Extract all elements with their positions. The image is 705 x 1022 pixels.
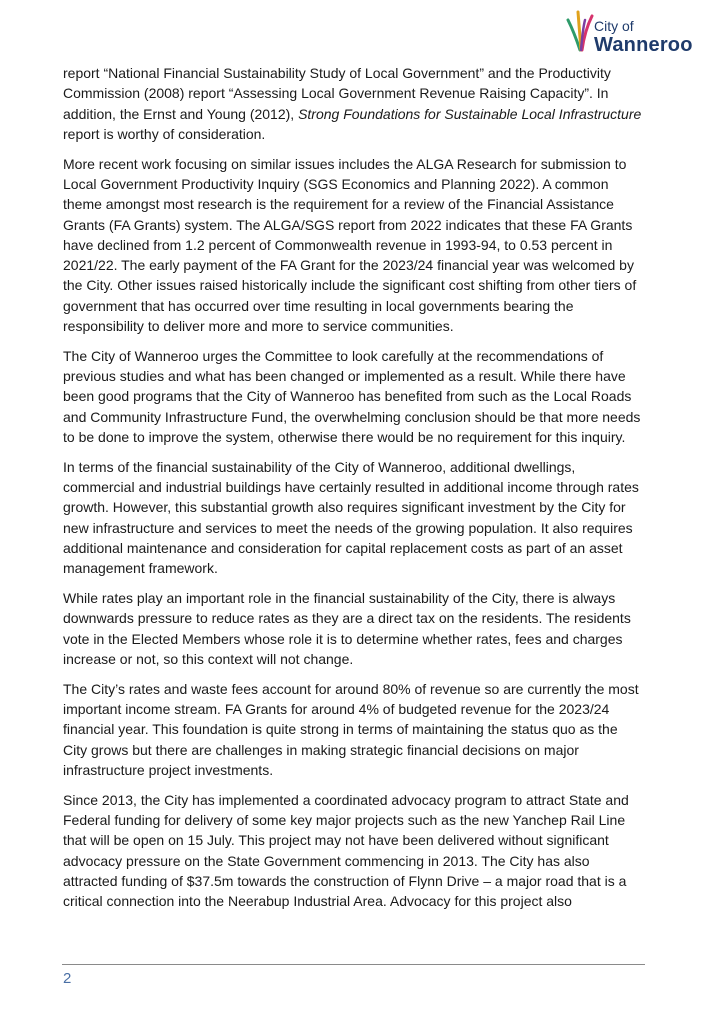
- paragraph-7: Since 2013, the City has implemented a coordinated advocacy program to attract State and Federal funding for delivery of some key major projects such as the new Yanchep Rail Line that will be open on 15 July. This project may not have been delivered without significant advocacy pressure on the State Government commencing in 2013. The City has also attracted funding of $37.5m towards the construction of Flynn Drive – a major road that is a critical connection into the Neerabup Industrial Area. Advocacy for this project also: [63, 791, 629, 910]
- footer-divider: [62, 964, 645, 965]
- report-title-italic: Strong Foundations for Sustainable Local Infrastructure: [298, 105, 642, 122]
- document-body: [63, 63, 645, 921]
- logo-city-text: City of: [594, 18, 634, 34]
- city-logo: [566, 6, 696, 56]
- paragraph-1: report “National Financial Sustainability Study of Local Government” and the Productivity Commission (2008) report “Assessing Local Government Revenue Raising Capacity”. In addition, the Ernst and Young (2012), Strong Foundations for Sustainable Local Infrastructure report is worthy of consideration.: [63, 65, 642, 142]
- wanneroo-leaf-logo-icon: [566, 6, 596, 52]
- paragraph-6: The City’s rates and waste fees account for around 80% of revenue so are currently the most important income stream. FA Grants for around 4% of budgeted revenue for the 2023/24 financial year. This foundation is quite strong in terms of maintaining the status quo as the City grows but there are challenges in making strategic financial decisions on major infrastructure project investments.: [63, 680, 639, 778]
- page-number: 2: [63, 970, 72, 987]
- paragraph-2: More recent work focusing on similar issues includes the ALGA Research for submission to Local Government Productivity Inquiry (SGS Economics and Planning 2022). A common theme amongst most research is the requirement for a review of the Financial Assistance Grants (FA Grants) system. The ALGA/SGS report from 2022 indicates that these FA Grants have declined from 1.2 percent of Commonwealth revenue in 1993-94, to 0.53 percent in 2021/22. The early payment of the FA Grant for the 2023/24 financial year was welcomed by the City. Other issues raised historically include the significant cost shifting from other tiers of government that has occurred over time resulting in local governments bearing the responsibility to deliver more and more to service communities.: [63, 155, 637, 335]
- paragraph-3: The City of Wanneroo urges the Committee to look carefully at the recommendations of previous studies and what has been changed or implemented as a result. While there have been good programs that the City of Wanneroo has benefited from such as the Local Roads and Community Infrastructure Fund, the overwhelming conclusion should be that more needs to be done to improve the system, otherwise there would be no requirement for this inquiry.: [63, 347, 641, 446]
- logo-name-text: Wanneroo: [594, 34, 693, 56]
- paragraph-5: While rates play an important role in the financial sustainability of the City, there is always downwards pressure to reduce rates as they are a direct tax on the residents. The residents vote in the Elected Members whose role it is to determine whether rates, fees and charges increase or not, so this context will not change.: [63, 590, 631, 668]
- paragraph-4: In terms of the financial sustainability of the City of Wanneroo, additional dwellings, commercial and industrial buildings have certainly resulted in additional income through rates growth. However, this substantial growth also requires significant investment by the City for new infrastructure and services to meet the needs of the growing population. It also requires additional maintenance and consideration for capital replacement costs as part of an asset management framework.: [63, 458, 639, 577]
